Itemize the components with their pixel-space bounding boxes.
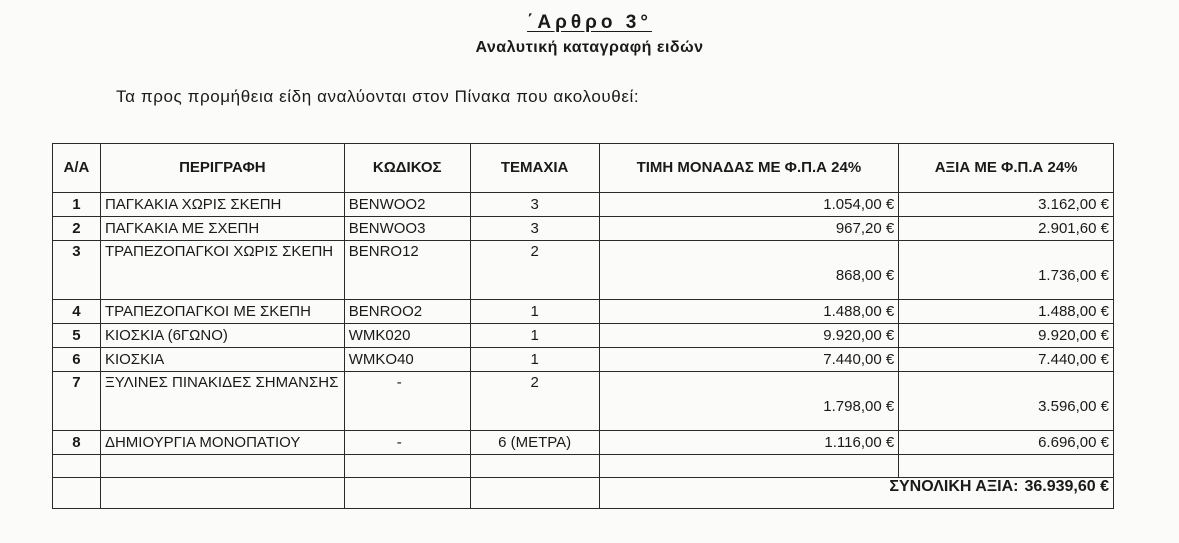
article-subtitle: Αναλυτική καταγραφή ειδών xyxy=(475,39,704,56)
cell-aa: 5 xyxy=(53,324,101,348)
cell-description: ΠΑΓΚΑΚΙΑ ΧΩΡΙΣ ΣΚΕΠΗ xyxy=(100,193,344,217)
empty-cell xyxy=(344,478,470,509)
cell-aa: 8 xyxy=(53,431,101,455)
cell-value: 3.596,00 € xyxy=(899,372,1114,431)
cell-quantity: 6 (ΜΕΤΡΑ) xyxy=(470,431,599,455)
cell-aa: 6 xyxy=(53,348,101,372)
cell-code: BENROO2 xyxy=(344,300,470,324)
cell-quantity: 1 xyxy=(470,348,599,372)
cell-code: WMK020 xyxy=(344,324,470,348)
table-row-total xyxy=(53,478,1114,509)
items-table xyxy=(52,143,1114,509)
cell-aa: 7 xyxy=(53,372,101,431)
cell-aa: 1 xyxy=(53,193,101,217)
table-row xyxy=(53,348,1114,372)
header-code: ΚΩΔΙΚΟΣ xyxy=(344,144,470,193)
empty-cell xyxy=(899,455,1114,478)
table-row-empty xyxy=(53,455,1114,478)
cell-unit-price: 9.920,00 € xyxy=(599,324,899,348)
cell-value: 1.736,00 € xyxy=(899,241,1114,300)
article-heading xyxy=(0,12,1179,57)
cell-quantity: 2 xyxy=(470,241,599,300)
empty-cell xyxy=(100,478,344,509)
grand-total-label: ΣΥΝΟΛΙΚΗ ΑΞΙΑ: xyxy=(889,478,1019,495)
empty-cell xyxy=(100,455,344,478)
cell-unit-price: 1.116,00 € xyxy=(599,431,899,455)
grand-total-value: 36.939,60 € xyxy=(1024,478,1109,495)
table-header-row xyxy=(53,144,1114,193)
cell-value: 9.920,00 € xyxy=(899,324,1114,348)
empty-cell xyxy=(53,455,101,478)
cell-value: 7.440,00 € xyxy=(899,348,1114,372)
cell-value: 2.901,60 € xyxy=(899,217,1114,241)
cell-description: ΔΗΜΙΟΥΡΓΙΑ ΜΟΝΟΠΑΤΙΟΥ xyxy=(100,431,344,455)
empty-cell xyxy=(470,455,599,478)
cell-unit-price: 7.440,00 € xyxy=(599,348,899,372)
cell-description: ΤΡΑΠΕΖΟΠΑΓΚΟΙ ΜΕ ΣΚΕΠΗ xyxy=(100,300,344,324)
cell-description: ΞΥΛΙΝΕΣ ΠΙΝΑΚΙΔΕΣ ΣΗΜΑΝΣΗΣ xyxy=(100,372,344,431)
cell-value: 6.696,00 € xyxy=(899,431,1114,455)
cell-unit-price: 868,00 € xyxy=(599,241,899,300)
table-row xyxy=(53,324,1114,348)
empty-cell xyxy=(470,478,599,509)
table-row xyxy=(53,300,1114,324)
cell-code: BENRO12 xyxy=(344,241,470,300)
table-row xyxy=(53,217,1114,241)
cell-description: ΠΑΓΚΑΚΙΑ ΜΕ ΣΧΕΠΗ xyxy=(100,217,344,241)
cell-unit-price: 1.488,00 € xyxy=(599,300,899,324)
cell-value: 3.162,00 € xyxy=(899,193,1114,217)
empty-cell xyxy=(344,455,470,478)
cell-code: BENWOO3 xyxy=(344,217,470,241)
table-row xyxy=(53,372,1114,431)
table-row xyxy=(53,431,1114,455)
cell-unit-price: 1.054,00 € xyxy=(599,193,899,217)
table-row xyxy=(53,241,1114,300)
cell-quantity: 1 xyxy=(470,300,599,324)
header-value: ΑΞΙΑ ΜΕ Φ.Π.Α 24% xyxy=(899,144,1114,193)
table-row xyxy=(53,193,1114,217)
cell-code: WMKO40 xyxy=(344,348,470,372)
cell-value: 1.488,00 € xyxy=(899,300,1114,324)
header-aa: Α/Α xyxy=(53,144,101,193)
cell-aa: 2 xyxy=(53,217,101,241)
cell-aa: 3 xyxy=(53,241,101,300)
header-quantity: ΤΕΜΑΧΙΑ xyxy=(470,144,599,193)
empty-cell xyxy=(53,478,101,509)
cell-quantity: 1 xyxy=(470,324,599,348)
empty-cell xyxy=(599,455,899,478)
cell-code: - xyxy=(344,372,470,431)
grand-total xyxy=(599,478,1113,509)
article-title: ΄Αρθρο 3° xyxy=(527,12,652,33)
cell-description: ΚΙΟΣΚΙΑ xyxy=(100,348,344,372)
cell-unit-price: 967,20 € xyxy=(599,217,899,241)
cell-quantity: 3 xyxy=(470,193,599,217)
header-description: ΠΕΡΙΓΡΑΦΗ xyxy=(100,144,344,193)
cell-code: BENWOO2 xyxy=(344,193,470,217)
cell-aa: 4 xyxy=(53,300,101,324)
cell-description: ΤΡΑΠΕΖΟΠΑΓΚΟΙ ΧΩΡΙΣ ΣΚΕΠΗ xyxy=(100,241,344,300)
cell-unit-price: 1.798,00 € xyxy=(599,372,899,431)
header-unit-price: ΤΙΜΗ ΜΟΝΑΔΑΣ ΜΕ Φ.Π.Α 24% xyxy=(599,144,899,193)
cell-quantity: 2 xyxy=(470,372,599,431)
cell-code: - xyxy=(344,431,470,455)
cell-quantity: 3 xyxy=(470,217,599,241)
cell-description: ΚΙΟΣΚΙΑ (6ΓΩΝΟ) xyxy=(100,324,344,348)
intro-paragraph: Τα προς προμήθεια είδη αναλύονται στον Πίνακα που ακολουθεί: xyxy=(116,87,640,106)
